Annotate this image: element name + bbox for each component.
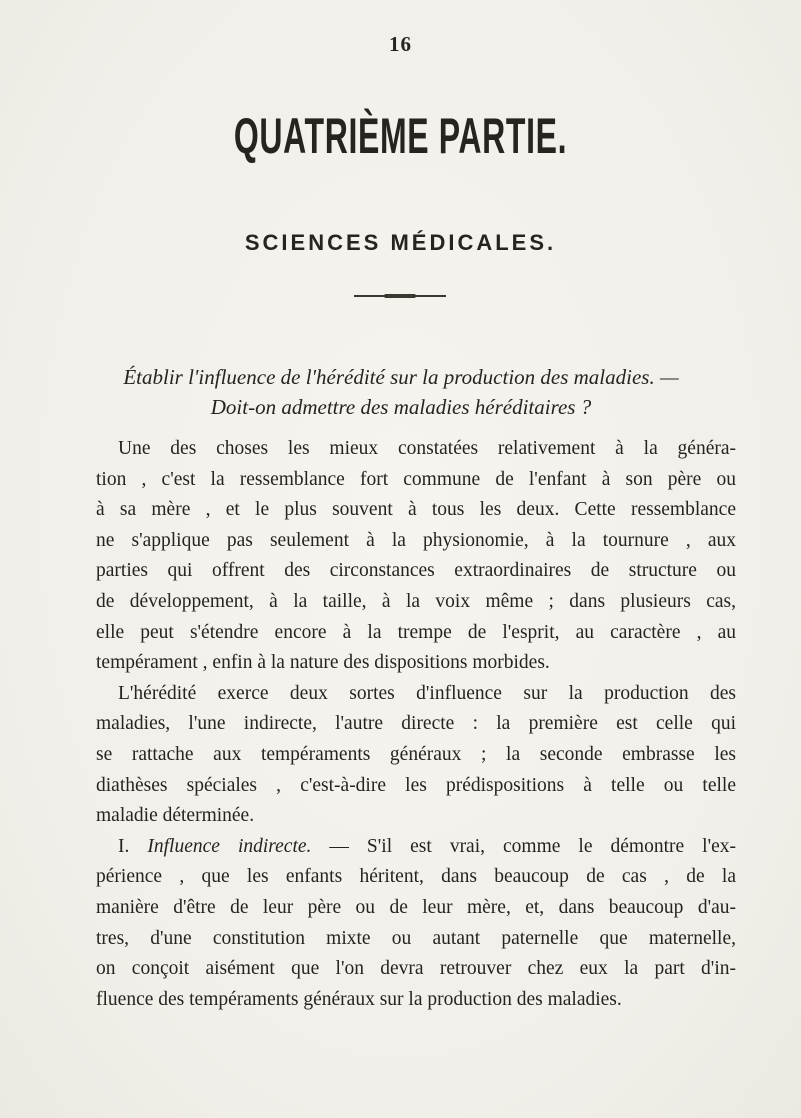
text-line: maladies, l'une indirecte, l'autre directe : la première est celle qui — [96, 713, 736, 735]
text-line: elle peut s'étendre encore à la trempe de l'esprit, au caractère , au — [96, 621, 736, 643]
text-line: diathèses spéciales , c'est-à-dire les prédispositions à telle ou telle — [96, 774, 736, 796]
question-heading — [62, 362, 740, 422]
section-numeral: I. — [118, 835, 130, 857]
question-line-2: Doit-on admettre des maladies héréditaires ? — [210, 395, 592, 419]
text-line: ne s'applique pas seulement à la physionomie, à la tournure , aux — [96, 529, 736, 551]
question-line-1: Établir l'influence de l'hérédité sur la production des maladies. — — [123, 365, 679, 389]
text-line: parties qui offrent des circonstances extraordinaires de structure ou — [96, 560, 736, 582]
text-line: Une des choses les mieux constatées relativement à la généra- — [118, 438, 736, 459]
text-line: de développement, à la taille, à la voix même ; dans plusieurs cas, — [96, 590, 736, 612]
text-line — [96, 832, 736, 863]
text-line: manière d'être de leur père ou de leur mère, et, dans beaucoup d'au- — [96, 896, 736, 918]
section-heading: Influence indirecte. — [147, 835, 312, 857]
text-line: tres, d'une constitution mixte ou autant paternelle que maternelle, — [96, 927, 736, 949]
page-number: 16 — [389, 32, 412, 56]
body-text — [96, 434, 736, 1015]
text-line: à sa mère , et le plus souvent à tous les deux. Cette ressemblance — [96, 499, 736, 521]
text-line: on conçoit aisément que l'on devra retrouver chez eux la part d'in- — [96, 958, 736, 980]
text-line: périence , que les enfants héritent, dans beaucoup de cas , de la — [96, 866, 736, 888]
text-fragment: — S'il est vrai, comme le démontre l'ex- — [329, 835, 736, 857]
text-line: L'hérédité exerce deux sortes d'influence sur la production des — [118, 682, 736, 704]
text-line: fluence des tempéraments généraux sur la production des maladies. — [96, 988, 622, 1010]
section-subtitle: SCIENCES MÉDICALES. — [244, 230, 557, 255]
text-line: maladie déterminée. — [96, 805, 255, 827]
text-line: se rattache aux tempéraments généraux ; la seconde embrasse les — [96, 743, 736, 765]
decorative-rule — [354, 295, 446, 297]
part-title: QUATRIÈME PARTIE. — [233, 108, 568, 164]
text-line: tempérament , enfin à la nature des dispositions morbides. — [96, 652, 550, 674]
text-line: tion , c'est la ressemblance fort commune de l'enfant à son père ou — [96, 468, 736, 490]
